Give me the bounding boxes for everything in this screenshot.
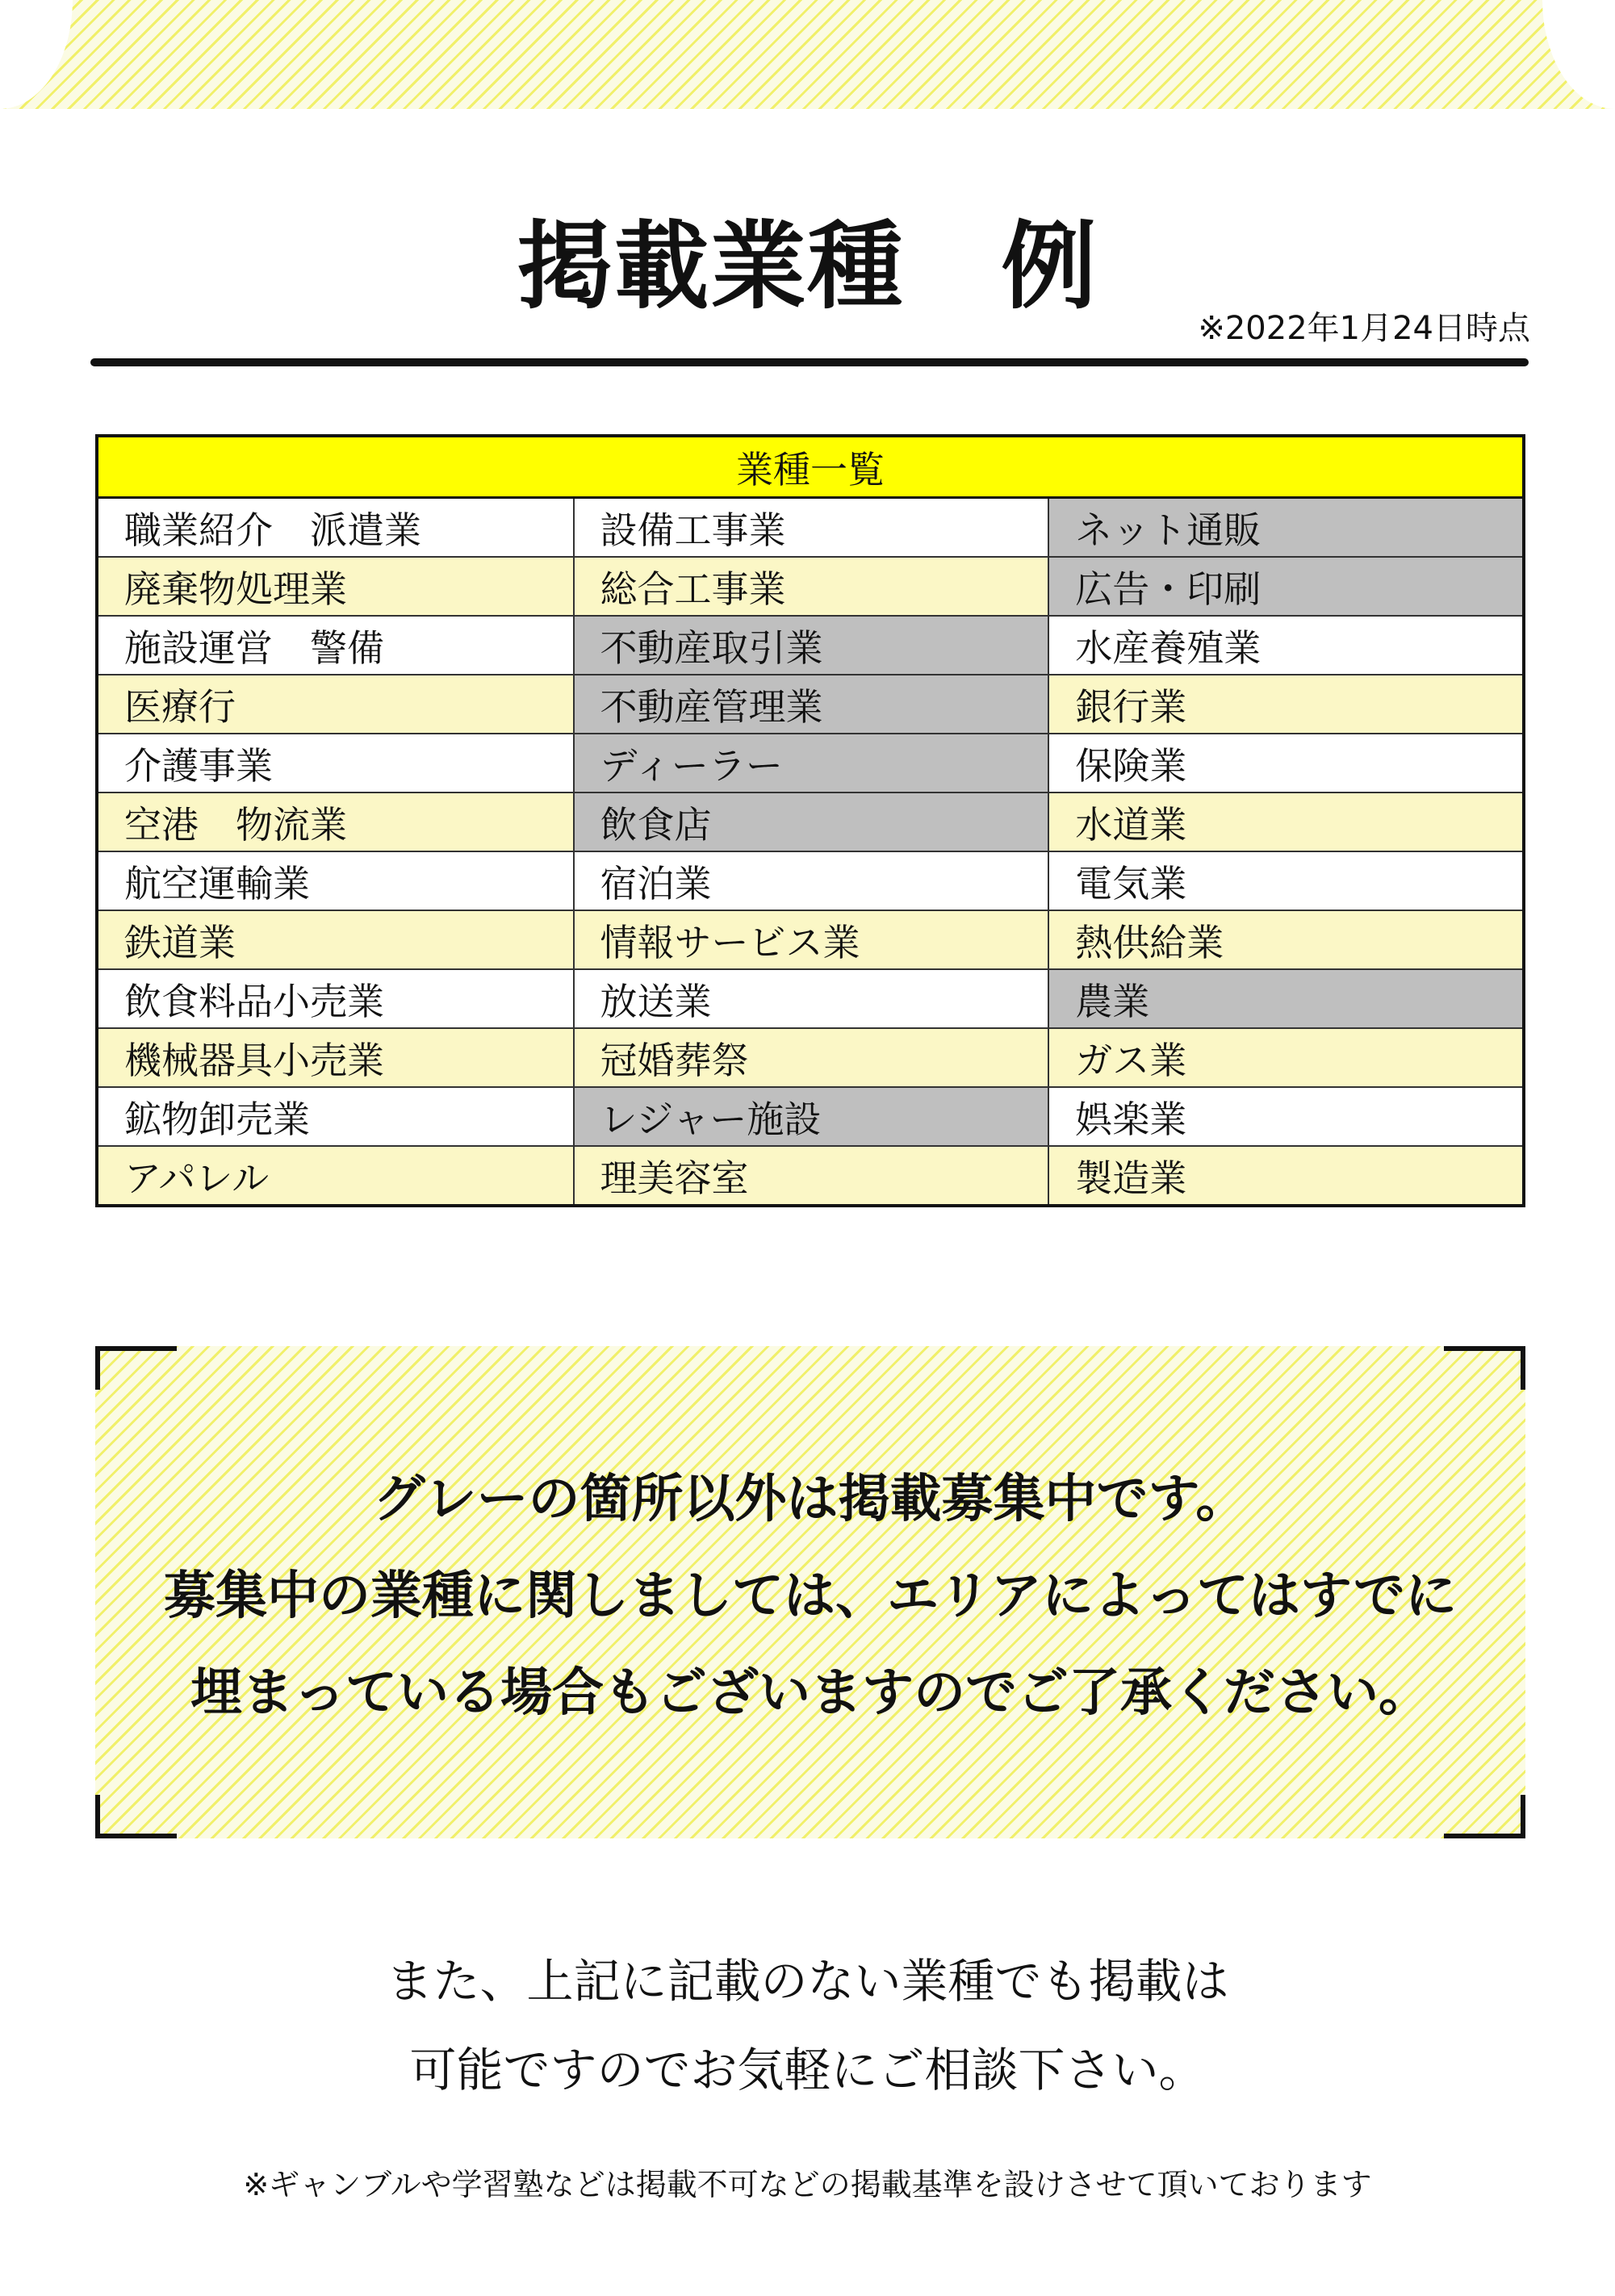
extra-info-line: 可能ですのでお気軽にご相談下さい。 (409, 2043, 1206, 2097)
table-cell: 理美容室 (574, 1146, 1049, 1206)
corner-bracket-top-left (95, 1346, 177, 1390)
table-cell: 介護事業 (97, 734, 574, 793)
table-cell: 不動産取引業 (574, 616, 1049, 675)
table-cell: 空港 物流業 (97, 793, 574, 851)
extra-info-line: また、上記に記載のない業種でも掲載は (386, 1954, 1229, 2009)
corner-bracket-bottom-left (95, 1795, 177, 1838)
top-stripe-band (0, 0, 1615, 109)
table-row (97, 851, 1524, 910)
table-row (97, 969, 1524, 1028)
table-cell: 娯楽業 (1048, 1087, 1524, 1146)
notice-box (95, 1346, 1525, 1838)
table-cell: 冠婚葬祭 (574, 1028, 1049, 1087)
footnote: ※ギャンブルや学習塾などは掲載不可などの掲載基準を設けさせて頂いております (243, 2167, 1372, 2202)
notice-line: 募集中の業種に関しましては、エリアによってはすでに (164, 1566, 1457, 1626)
table-cell: 広告・印刷 (1048, 557, 1524, 616)
table-cell: 施設運営 警備 (97, 616, 574, 675)
table-cell: ネット通販 (1048, 498, 1524, 558)
table-cell: 農業 (1048, 969, 1524, 1028)
table-cell: 廃棄物処理業 (97, 557, 574, 616)
table-cell: 電気業 (1048, 851, 1524, 910)
table-cell: 宿泊業 (574, 851, 1049, 910)
table-cell: 不動産管理業 (574, 675, 1049, 734)
date-note: ※2022年1月24日時点 (1198, 310, 1530, 347)
notice-line: グレーの箇所以外は掲載募集中です。 (373, 1470, 1248, 1529)
table-row (97, 616, 1524, 675)
table-cell: 機械器具小売業 (97, 1028, 574, 1087)
table-row (97, 734, 1524, 793)
table-cell: 水産養殖業 (1048, 616, 1524, 675)
corner-bracket-bottom-right (1444, 1795, 1525, 1838)
table-cell: ディーラー (574, 734, 1049, 793)
table-cell: 水道業 (1048, 793, 1524, 851)
table-row (97, 557, 1524, 616)
table-cell: 放送業 (574, 969, 1049, 1028)
table-row (97, 793, 1524, 851)
table-cell: 鉄道業 (97, 910, 574, 969)
notice-line: 埋まっている場合もございますのでご了承ください。 (190, 1663, 1430, 1723)
table-cell: レジャー施設 (574, 1087, 1049, 1146)
table-cell: 医療行 (97, 675, 574, 734)
table-cell: 職業紹介 派遣業 (97, 498, 574, 558)
table-row (97, 1087, 1524, 1146)
table-cell: 熱供給業 (1048, 910, 1524, 969)
table-cell: 鉱物卸売業 (97, 1087, 574, 1146)
table-cell: 飲食料品小売業 (97, 969, 574, 1028)
industry-table (95, 434, 1525, 1207)
table-cell: ガス業 (1048, 1028, 1524, 1087)
table-row (97, 910, 1524, 969)
table-cell: 航空運輸業 (97, 851, 574, 910)
table-header: 業種一覧 (97, 436, 1524, 498)
table-cell: 情報サービス業 (574, 910, 1049, 969)
table-cell: 保険業 (1048, 734, 1524, 793)
table-cell: 総合工事業 (574, 557, 1049, 616)
table-header-row (97, 436, 1524, 498)
table-cell: 設備工事業 (574, 498, 1049, 558)
table-row (97, 1028, 1524, 1087)
table-row (97, 498, 1524, 558)
table-cell: 飲食店 (574, 793, 1049, 851)
page-title: 掲載業種 例 (517, 211, 1098, 322)
table-cell: 銀行業 (1048, 675, 1524, 734)
table-cell: 製造業 (1048, 1146, 1524, 1206)
title-divider (90, 358, 1529, 366)
corner-bracket-top-right (1444, 1346, 1525, 1390)
table-body (97, 498, 1524, 1207)
table-row (97, 675, 1524, 734)
table-cell: アパレル (97, 1146, 574, 1206)
table-row (97, 1146, 1524, 1206)
